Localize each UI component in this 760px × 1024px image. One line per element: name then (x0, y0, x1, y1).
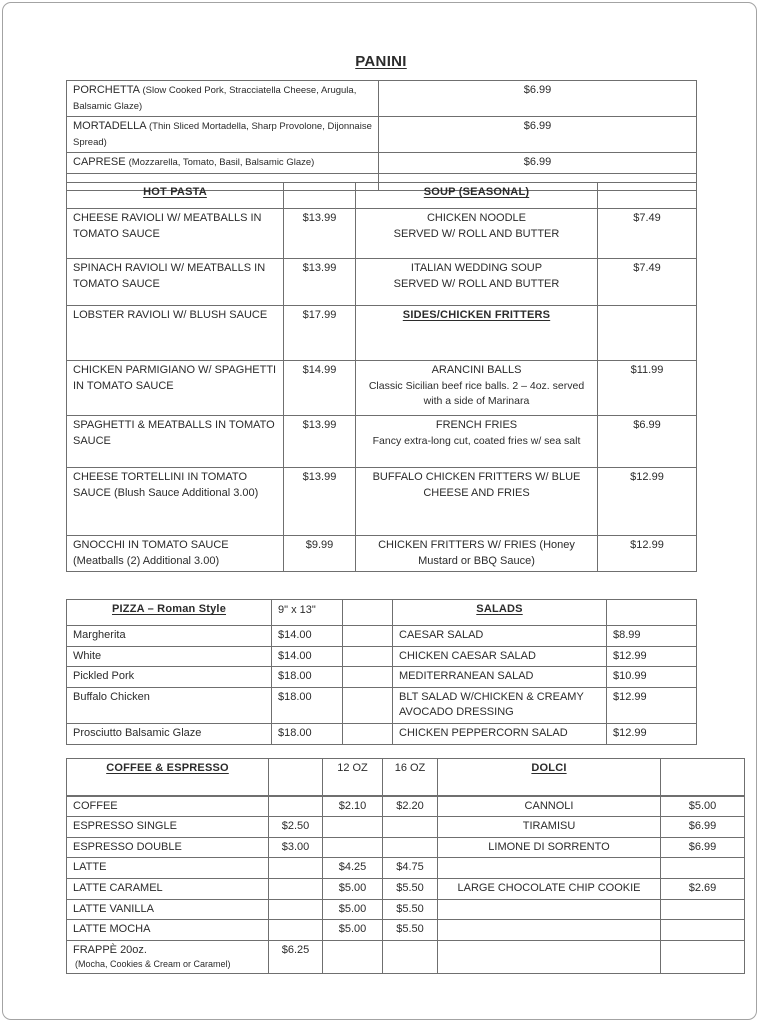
menu-item-name: Margherita (67, 626, 272, 647)
menu-item-name: MEDITERRANEAN SALAD (393, 667, 607, 688)
menu-item-name: BLT SALAD W/CHICKEN & CREAMY AVOCADO DRESSING (393, 687, 607, 723)
menu-item-name: SPAGHETTI & MEATBALLS IN TOMATO SAUCE (67, 416, 284, 468)
sides-header: SIDES/CHICKEN FRITTERS (356, 306, 598, 361)
menu-item-name: Pickled Pork (67, 667, 272, 688)
menu-item-name: FRAPPÈ 20oz. (Mocha, Cookies & Cream or Caramel) (67, 940, 269, 973)
menu-item-price-12oz (323, 837, 383, 858)
menu-item-price-16oz: $4.75 (383, 858, 438, 879)
menu-item-name: CHEESE RAVIOLI W/ MEATBALLS IN TOMATO SAUCE (67, 209, 284, 259)
salads-header: SALADS (393, 600, 607, 626)
menu-item-price (661, 940, 745, 973)
menu-item-price: $5.00 (661, 796, 745, 817)
oz12-header: 12 OZ (323, 759, 383, 796)
menu-item-price (269, 858, 323, 879)
menu-row (67, 536, 697, 572)
menu-item-price-16oz: $2.20 (383, 796, 438, 817)
menu-row (67, 416, 697, 468)
pizza-size-header: 9" x 13" (272, 600, 343, 626)
section-header-row (67, 759, 745, 796)
menu-row (67, 940, 745, 973)
menu-item-price: $11.99 (598, 361, 697, 416)
menu-item-name: Prosciutto Balsamic Glaze (67, 724, 272, 745)
panini-section-title: PANINI (355, 53, 407, 70)
menu-row (67, 306, 697, 361)
menu-item-price-16oz (383, 837, 438, 858)
menu-item-price (661, 858, 745, 879)
menu-item-name: TIRAMISU (438, 817, 661, 838)
menu-item-price (661, 920, 745, 941)
menu-row (67, 117, 697, 153)
menu-item-name: ESPRESSO DOUBLE (67, 837, 269, 858)
menu-row (67, 259, 697, 306)
menu-item-price: $6.99 (379, 81, 697, 117)
menu-row (67, 920, 745, 941)
coffee-header: COFFEE & ESPRESSO (67, 759, 269, 796)
menu-item-price: $17.99 (284, 306, 356, 361)
menu-item-price-16oz: $5.50 (383, 920, 438, 941)
menu-row (67, 646, 697, 667)
menu-item-price: $12.99 (607, 724, 697, 745)
menu-item-price-12oz: $4.25 (323, 858, 383, 879)
menu-item-name (438, 899, 661, 920)
menu-item-price-12oz: $2.10 (323, 796, 383, 817)
menu-item-price: $2.69 (661, 878, 745, 899)
menu-item-price: $18.00 (272, 724, 343, 745)
menu-row (67, 626, 697, 647)
menu-item-name: CAPRESE (Mozzarella, Tomato, Basil, Balsamic Glaze) (67, 153, 379, 174)
menu-item-name: ESPRESSO SINGLE (67, 817, 269, 838)
menu-item-name: LIMONE DI SORRENTO (438, 837, 661, 858)
menu-item-price (661, 899, 745, 920)
menu-row (67, 899, 745, 920)
menu-item-name: CAESAR SALAD (393, 626, 607, 647)
menu-item-name: LATTE CARAMEL (67, 878, 269, 899)
menu-item-price: $13.99 (284, 209, 356, 259)
menu-row (67, 687, 697, 723)
menu-item-price: $10.99 (607, 667, 697, 688)
menu-item-name: CHEESE TORTELLINI IN TOMATO SAUCE (Blush Sauce Additional 3.00) (67, 468, 284, 536)
menu-item-name: PORCHETTA (Slow Cooked Pork, Stracciatella Cheese, Arugula, Balsamic Glaze) (67, 81, 379, 117)
menu-item-price: $13.99 (284, 468, 356, 536)
menu-item-price: $2.50 (269, 817, 323, 838)
menu-item-price: $3.00 (269, 837, 323, 858)
menu-item-price-16oz (383, 817, 438, 838)
menu-item-price: $18.00 (272, 667, 343, 688)
menu-row (67, 878, 745, 899)
menu-row (67, 837, 745, 858)
menu-item-name: COFFEE (67, 796, 269, 817)
menu-item-name: LATTE (67, 858, 269, 879)
menu-item-price-12oz (323, 817, 383, 838)
menu-item-name: LARGE CHOCOLATE CHIP COOKIE (438, 878, 661, 899)
menu-item-price: $14.00 (272, 646, 343, 667)
menu-item-price: $6.99 (379, 153, 697, 174)
panini-table (66, 80, 697, 191)
menu-item-name: CHICKEN PEPPERCORN SALAD (393, 724, 607, 745)
menu-item-price-16oz: $5.50 (383, 878, 438, 899)
menu-item-name: LATTE VANILLA (67, 899, 269, 920)
menu-row (67, 724, 697, 745)
menu-item-price (269, 899, 323, 920)
menu-row (67, 796, 745, 817)
menu-item-name (438, 920, 661, 941)
menu-item-name: SPINACH RAVIOLI W/ MEATBALLS IN TOMATO SAUCE (67, 259, 284, 306)
menu-item-price: $6.99 (379, 117, 697, 153)
menu-item-price (269, 878, 323, 899)
menu-item-name: CHICKEN CAESAR SALAD (393, 646, 607, 667)
menu-row (67, 361, 697, 416)
dolci-header: DOLCI (438, 759, 661, 796)
menu-item-price-12oz: $5.00 (323, 899, 383, 920)
menu-item-name: CANNOLI (438, 796, 661, 817)
menu-item-price: $7.49 (598, 259, 697, 306)
menu-row (67, 858, 745, 879)
menu-item-price: $6.99 (661, 837, 745, 858)
menu-item-price: $9.99 (284, 536, 356, 572)
menu-item-price: $12.99 (598, 536, 697, 572)
menu-item-price: $12.99 (607, 646, 697, 667)
menu-item-name: CHICKEN PARMIGIANO W/ SPAGHETTI IN TOMATO SAUCE (67, 361, 284, 416)
menu-item-name: White (67, 646, 272, 667)
menu-item-price: $8.99 (607, 626, 697, 647)
menu-item-price: $18.00 (272, 687, 343, 723)
menu-item-name: GNOCCHI IN TOMATO SAUCE (Meatballs (2) Additional 3.00) (67, 536, 284, 572)
menu-row (67, 817, 745, 838)
hot-pasta-header: HOT PASTA (67, 183, 284, 209)
soup-header: SOUP (SEASONAL) (356, 183, 598, 209)
menu-item-name: ARANCINI BALLS Classic Sicilian beef rice balls. 2 – 4oz. served with a side of Marinara (356, 361, 598, 416)
menu-item-price (269, 796, 323, 817)
menu-row (67, 153, 697, 174)
menu-item-name: CHICKEN FRITTERS W/ FRIES (Honey Mustard or BBQ Sauce) (356, 536, 598, 572)
coffee-dolci-table (66, 758, 745, 974)
menu-row (67, 468, 697, 536)
menu-item-price-12oz: $5.00 (323, 878, 383, 899)
menu-item-price: $12.99 (607, 687, 697, 723)
menu-item-price: $13.99 (284, 416, 356, 468)
menu-item-price-16oz (383, 940, 438, 973)
menu-item-price-16oz: $5.50 (383, 899, 438, 920)
pizza-header: PIZZA – Roman Style (67, 600, 272, 626)
menu-item-name (438, 858, 661, 879)
menu-item-price-12oz: $5.00 (323, 920, 383, 941)
menu-row (67, 81, 697, 117)
menu-item-name: FRENCH FRIES Fancy extra-long cut, coated fries w/ sea salt (356, 416, 598, 468)
menu-item-price (269, 920, 323, 941)
menu-item-price-12oz (323, 940, 383, 973)
oz16-header: 16 OZ (383, 759, 438, 796)
menu-item-name: BUFFALO CHICKEN FRITTERS W/ BLUE CHEESE AND FRIES (356, 468, 598, 536)
menu-item-name: ITALIAN WEDDING SOUP SERVED W/ ROLL AND BUTTER (356, 259, 598, 306)
menu-item-price: $6.99 (598, 416, 697, 468)
hot-pasta-soup-table (66, 182, 697, 572)
menu-item-price: $12.99 (598, 468, 697, 536)
menu-row (67, 667, 697, 688)
section-header-row (67, 600, 697, 626)
pizza-salads-table (66, 599, 697, 745)
menu-item-name: MORTADELLA (Thin Sliced Mortadella, Sharp Provolone, Dijonnaise Spread) (67, 117, 379, 153)
menu-item-price: $6.99 (661, 817, 745, 838)
menu-item-price: $7.49 (598, 209, 697, 259)
menu-item-name: LOBSTER RAVIOLI W/ BLUSH SAUCE (67, 306, 284, 361)
menu-item-name: Buffalo Chicken (67, 687, 272, 723)
menu-item-name: LATTE MOCHA (67, 920, 269, 941)
section-header-row (67, 183, 697, 209)
menu-item-price: $6.25 (269, 940, 323, 973)
menu-item-price: $13.99 (284, 259, 356, 306)
menu-item-price: $14.99 (284, 361, 356, 416)
menu-row (67, 209, 697, 259)
menu-item-name: CHICKEN NOODLE SERVED W/ ROLL AND BUTTER (356, 209, 598, 259)
menu-item-name (438, 940, 661, 973)
menu-item-price: $14.00 (272, 626, 343, 647)
